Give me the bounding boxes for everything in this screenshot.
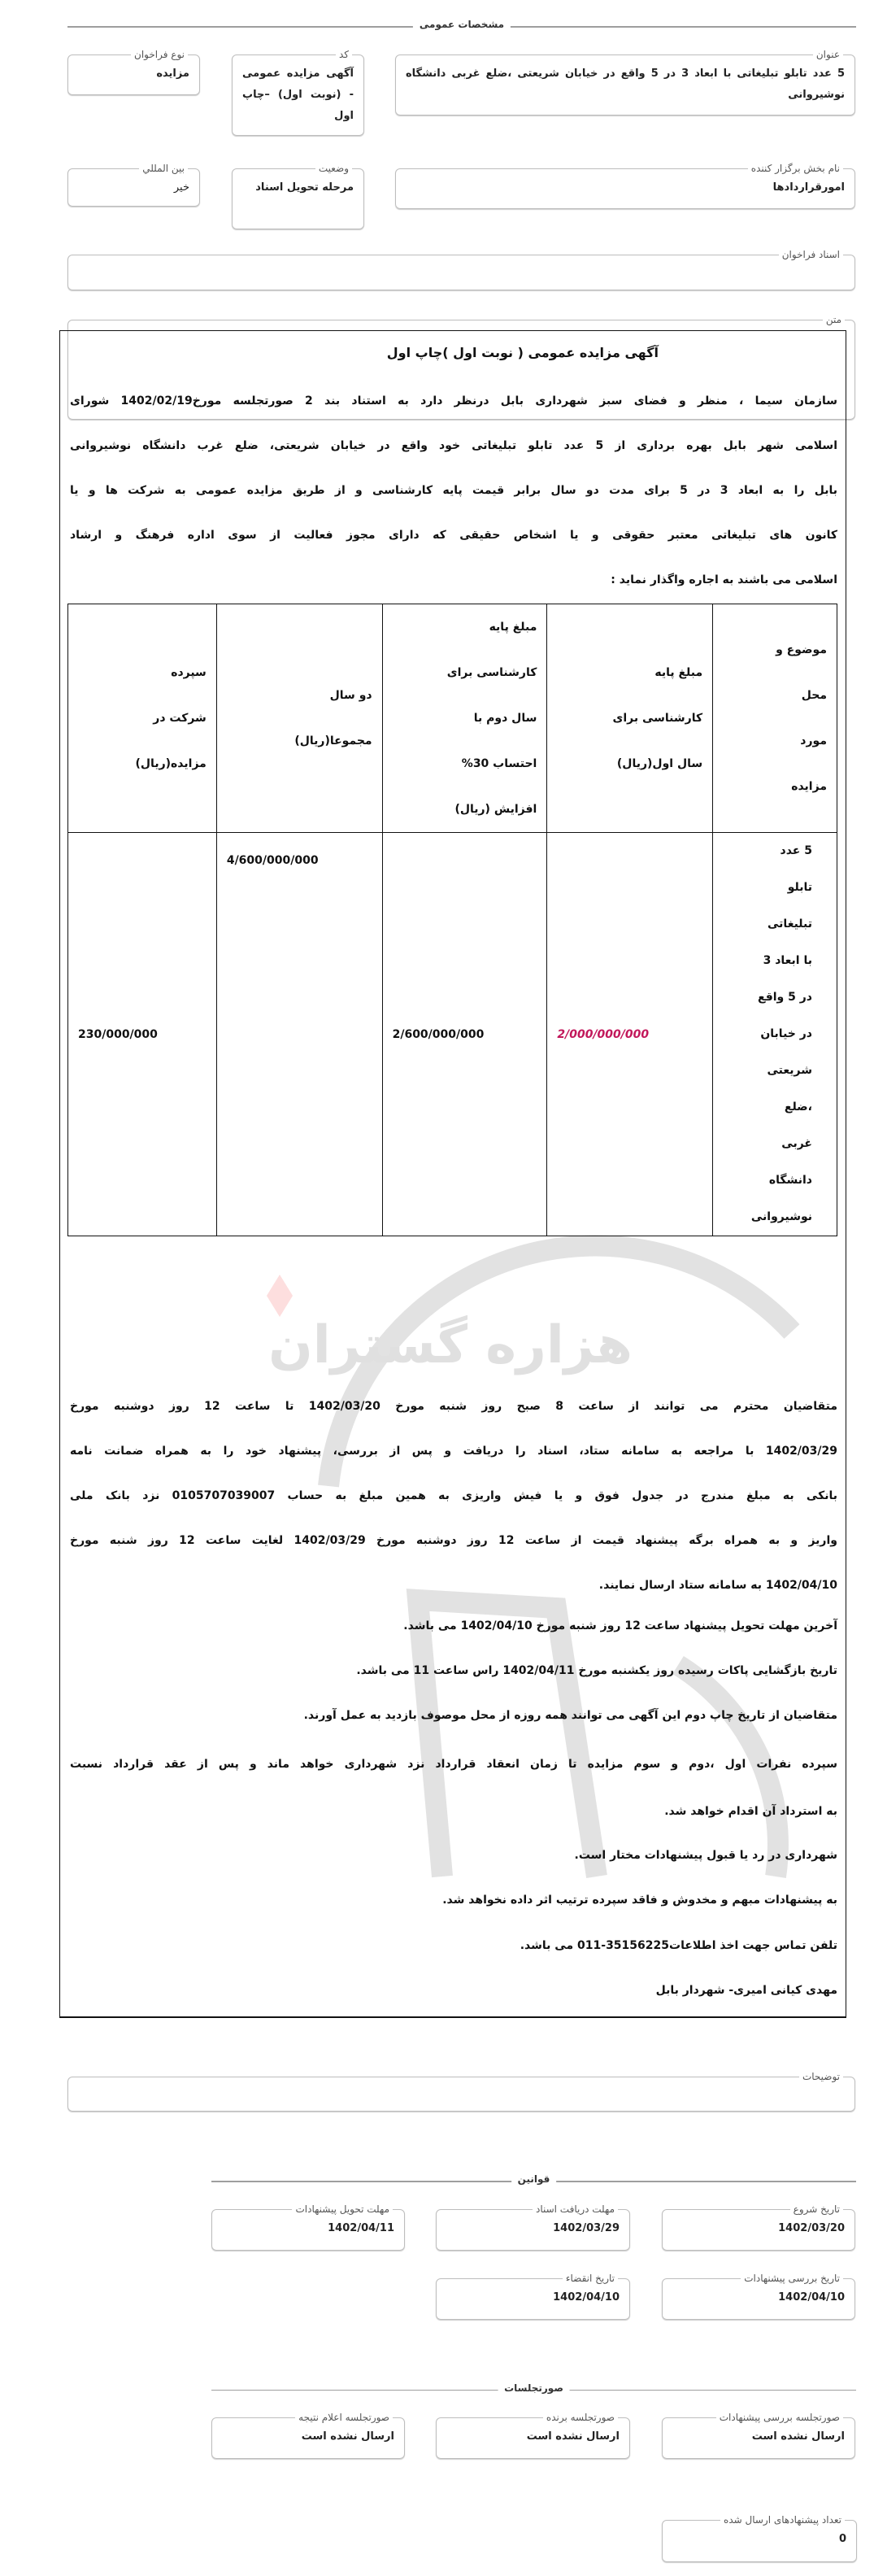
subject-text-line: در 5 واقع (758, 991, 812, 1004)
organizer-value: امورقراردادها (772, 181, 845, 194)
header-text-line: شرکت در (153, 712, 207, 725)
subject-text-line: تبلیغاتی (767, 918, 812, 931)
subject-text-line: ،ضلع (784, 1101, 812, 1114)
header-text-line: سپرده (171, 666, 207, 679)
header-text-line: دو سال (329, 689, 372, 702)
auction-table (67, 604, 837, 1236)
notice-body-line: تلفن تماس جهت اخذ اطلاعات35156225-011 می باشد. (520, 1939, 837, 1952)
minutes-winner-value: ارسال نشده است (526, 2430, 620, 2443)
table-row (68, 833, 837, 1236)
year2-value: 2/600/000/000 (392, 1027, 485, 1041)
cell-total (216, 833, 382, 1236)
docs-deadline-value: 1402/03/29 (553, 2222, 620, 2234)
notice-body-line: به استرداد آن اقدام خواهد شد. (664, 1805, 837, 1818)
header-text-line: مبلغ پایه (654, 666, 703, 679)
notice-body-line: متقاضیان محترم می توانند از ساعت 8 صبح روز شنبه مورخ 1402/03/20 تا ساعت 12 روز دوشنبه مورخ (70, 1400, 837, 1413)
header-text-line: موضوع و (776, 643, 827, 656)
notice-body-line: مهدی کیانی امیری- شهردار بابل (655, 1984, 837, 1997)
minutes-result-value: ارسال نشده است (301, 2430, 394, 2443)
notice-heading: آگهی مزایده عمومی ( نوبت اول )چاپ اول (386, 345, 659, 360)
notice-body-line: سپرده نفرات اول ،دوم و سوم مزایده تا زمان انعقاد قرارداد نزد شهرداری خواهد ماند و پس از عقد قرارداد نسبت (70, 1758, 837, 1771)
total-value: 4/600/000/000 (226, 854, 319, 867)
notice-body-line: شهرداری در رد یا قبول پیشنهادات مختار است. (574, 1849, 837, 1862)
expiry-date-field: تاریخ انقضاء 1402/04/10 (436, 2273, 630, 2320)
header-deposit (68, 604, 217, 833)
subject-text-line: در خیابان (760, 1027, 812, 1040)
header-text-line: سال اول(ریال) (616, 757, 703, 770)
header-text-line: سال دوم با (473, 712, 537, 725)
header-text-line: مورد (800, 734, 827, 748)
notice-intro-line: کانون های تبلیغاتی معتبر حقوقی و یا اشخاص حقیقی که دارای مجوز فعالیت از سوی اداره فرهنگ و ارشاد (70, 529, 837, 542)
call-type-value: مزایده (156, 68, 189, 80)
minutes-review-value: ارسال نشده است (751, 2430, 845, 2443)
submit-deadline-field: مهلت تحویل پیشنهادات 1402/04/11 (211, 2203, 405, 2251)
start-date-value: 1402/03/20 (778, 2222, 845, 2234)
international-value: خیر (173, 181, 189, 194)
header-text-line: محل (801, 689, 827, 702)
notice-body-line: بانکی به مبلغ مندرج در جدول فوق و یا فیش واریزی به همین مبلغ به حساب 0105707039007 نزد بانک ملی (70, 1489, 837, 1502)
offers-count-field: تعداد پیشنهادهای ارسال شده 0 (662, 2514, 857, 2562)
notes-field: توضیحات (67, 2071, 855, 2112)
table-header-row (68, 604, 837, 833)
international-field: بین المللي خیر (67, 163, 200, 207)
title-value: 5 عدد تابلو تبلیغاتی با ابعاد 3 در 5 واقع در خیابان شریعتی ،ضلع غربی دانشگاه نوشیروانی (406, 68, 845, 101)
subject-text-line: غربی (781, 1137, 812, 1150)
notice-body-line: 1402/04/10 به سامانه ستاد ارسال نمایند. (598, 1579, 837, 1592)
subject-text-line: دانشگاه (768, 1174, 812, 1187)
call-type-field: نوع فراخوان مزایده (67, 49, 200, 95)
minutes-result-field: صورتجلسه اعلام نتیجه ارسال نشده است (211, 2412, 405, 2459)
start-date-field: تاریخ شروع 1402/03/20 (662, 2203, 855, 2251)
subject-text-line: شریعتی (767, 1064, 812, 1077)
notice-body-line: تاریخ بازگشایی پاکات رسیده روز یکشنبه مورخ 1402/04/11 راس ساعت 11 می باشد. (356, 1664, 837, 1677)
cell-year1 (547, 833, 713, 1236)
header-text-line: احتساب 30% (461, 757, 537, 770)
deposit-value: 230/000/000 (78, 1027, 158, 1041)
header-text-line: کارشناسی برای (446, 666, 537, 679)
header-text-line: مزایده(ریال) (135, 757, 207, 770)
cell-deposit (68, 833, 217, 1236)
notice-body-line: متقاضیان از تاریخ چاپ دوم این آگهی می توانند همه روزه از محل موصوف بازدید به عمل آورند. (303, 1709, 837, 1722)
notice-intro-line: سازمان سیما ، منظر و فضای سبز شهرداری بابل درنظر دارد به استناد بند 2 صورتجلسه مورخ1402/02/19 شورای (70, 394, 837, 408)
notice-intro-line: بابل را به ابعاد 3 در 5 برای مدت دو سال برابر قیمت پایه کارشناسی و از طریق مزایده عمومی به شرکت ها و یا (70, 484, 837, 497)
notice-intro-line: اسلامی شهر بابل بهره برداری از 5 عدد تابلو تبلیغاتی خود واقع در خیابان شریعتی، ضلع غرب دانشگاه نوشیروانی (70, 439, 837, 452)
header-text-line: مجموعا(ریال) (294, 734, 372, 748)
code-value: آگهی مزایده عمومی - (نوبت اول) –چاپ اول (242, 68, 354, 122)
cell-year2 (382, 833, 547, 1236)
review-date-field: تاریخ بررسی پیشنهادات 1402/04/10 (662, 2273, 855, 2320)
docs-deadline-field: مهلت دریافت اسناد 1402/03/29 (436, 2203, 630, 2251)
header-year1 (547, 604, 713, 833)
subject-text-line: با ابعاد 3 (763, 954, 812, 967)
notice-document (59, 330, 846, 2018)
header-text-line: مزایده (791, 780, 827, 793)
notice-body-line: آخرین مهلت تحویل پیشنهاد ساعت 12 روز شنبه مورخ 1402/04/10 می باشد. (403, 1619, 837, 1632)
watermark-text: هزاره گستران (268, 1315, 633, 1375)
notice-body-line: 1402/03/29 با مراجعه به سامانه ستاد، اسناد را دریافت و پس از بررسی، پیشنهاد خود را به همراه ضمانت نامه (70, 1445, 837, 1458)
title-field: عنوان 5 عدد تابلو تبلیغاتی با ابعاد 3 در 5 واقع در خیابان شریعتی ،ضلع غربی دانشگاه نوشیروانی (395, 49, 855, 116)
header-text-line: افزایش (ریال) (454, 803, 537, 816)
year1-value: 2/000/000/000 (557, 1027, 650, 1041)
status-field: وضعیت مرحله تحویل اسناد (232, 163, 364, 229)
subject-text-line: نوشیروانی (750, 1210, 812, 1223)
header-total (216, 604, 382, 833)
cell-subject (713, 833, 837, 1236)
header-text-line: کارشناسی برای (612, 712, 703, 725)
review-date-value: 1402/04/10 (778, 2291, 845, 2304)
notice-body-line: واریز و به همراه برگه پیشنهاد قیمت از ساعت 12 روز دوشنبه مورخ 1402/03/29 لغایت ساعت 12 روز شنبه مورخ (70, 1534, 837, 1547)
minutes-review-field: صورتجلسه بررسی پیشنهادات ارسال نشده است (662, 2412, 855, 2459)
general-section-header: مشخصات عمومی (67, 26, 856, 28)
subject-text-line: تابلو (787, 881, 812, 894)
status-value: مرحله تحویل اسناد (255, 181, 354, 194)
notice-body-line: به پیشنهادات مبهم و مخدوش و فاقد سپرده ترتیب اثر داده نخواهد شد. (442, 1894, 837, 1907)
organizer-field: نام بخش برگزار کننده امورقراردادها (395, 163, 855, 209)
code-field: کد آگهی مزایده عمومی - (نوبت اول) –چاپ اول (232, 49, 364, 136)
call-documents-field: اسناد فراخوان (67, 249, 855, 290)
offers-count-value: 0 (838, 2533, 846, 2545)
subject-text-line: 5 عدد (780, 844, 812, 857)
text-field: متن (67, 314, 855, 420)
header-subject (713, 604, 837, 833)
minutes-section-header: صورتجلسات (211, 2390, 856, 2391)
rules-section-header: قوانین (211, 2181, 856, 2182)
notice-intro-line: اسلامی می باشند به اجاره واگذار نماید : (611, 573, 837, 586)
header-year2 (382, 604, 547, 833)
minutes-winner-field: صورتجلسه برنده ارسال نشده است (436, 2412, 630, 2459)
expiry-date-value: 1402/04/10 (553, 2291, 620, 2304)
submit-deadline-value: 1402/04/11 (328, 2222, 394, 2234)
header-text-line: مبلغ پایه (489, 621, 537, 634)
